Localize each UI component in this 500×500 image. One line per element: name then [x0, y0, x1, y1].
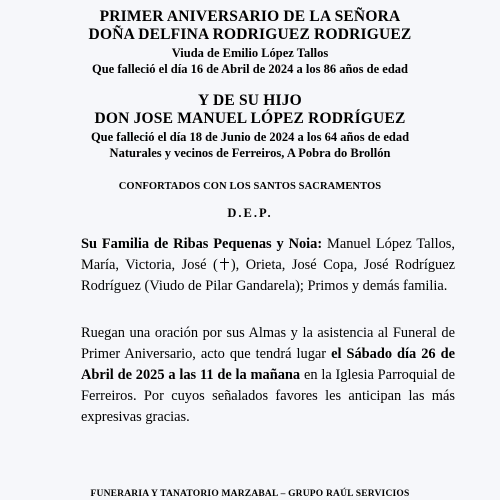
deceased-name: DOÑA DELFINA RODRIGUEZ RODRIGUEZ	[88, 26, 412, 43]
comforted-line: CONFORTADOS CON LOS SANTOS SACRAMENTOS	[118, 181, 382, 192]
family-names-part2: ), Orieta, José Copa, José Rodríguez Rodríguez (Viudo de Pilar Gandarela); Primos y demás familia.	[81, 257, 455, 294]
family-paragraph	[81, 234, 455, 297]
son-heading: Y DE SU HIJO	[198, 92, 302, 109]
family-names-part1: Manuel López Tallos, María, Victoria, José (	[81, 236, 455, 273]
funeral-date: el Sábado día 26 de Abril de 2025 a las 11 de la mañana	[81, 346, 455, 383]
cross-icon	[218, 258, 231, 270]
invitation-text-after: en la Iglesia Parroquial de Ferreiros. Por cuyos señalados favores les anticipan las más expresivas gracias.	[81, 367, 456, 425]
funeral-home-footer: FUNERARIA Y TANATORIO MARZABAL – GRUPO RAÚL SERVICIOS	[90, 489, 410, 499]
invitation-paragraph	[81, 323, 455, 428]
header-title: PRIMER ANIVERSARIO DE LA SEÑORA	[99, 8, 401, 25]
death-date-line: Que falleció el día 16 de Abril de 2024 a los 86 años de edad	[92, 62, 408, 76]
widow-line: Viuda de Emilio López Tallos	[171, 46, 329, 60]
son-name: DON JOSE MANUEL LÓPEZ RODRÍGUEZ	[94, 110, 406, 127]
son-death-date: Que falleció el día 18 de Junio de 2024 a los 64 años de edad	[90, 130, 410, 144]
residence-line: Naturales y vecinos de Ferreiros, A Pobra do Brollón	[109, 146, 391, 160]
dep-line: D.E.P.	[227, 206, 273, 220]
invitation-text-before: Ruegan una oración por sus Almas y la asistencia al Funeral de Primer Aniversario, acto que tendrá lugar	[81, 325, 455, 362]
family-lead: Su Familia de Ribas Pequenas y Noia:	[81, 236, 323, 252]
